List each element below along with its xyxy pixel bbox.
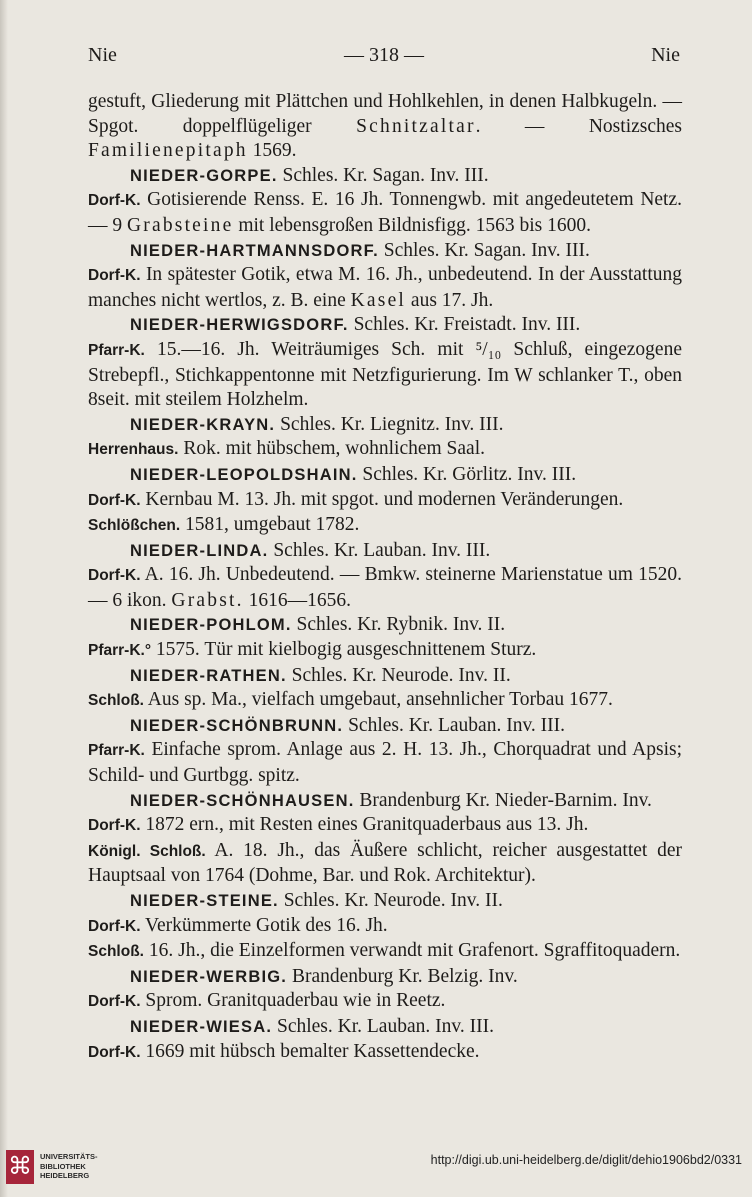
building-label: Königl. Schloß. bbox=[88, 842, 206, 860]
text-run: A. 18. Jh., das Äußere schlicht, reicher ausgestattet der Hauptsaal von 1764 (Dohme, Bar. und Rok. Architektur). bbox=[88, 839, 682, 887]
spaced-term: Schnitzaltar bbox=[356, 115, 476, 137]
building-label: Dorf-K. bbox=[88, 491, 141, 509]
entry-heading bbox=[88, 889, 682, 914]
text-run: 1872 ern., mit Resten eines Granitquaderbaus aus 13. Jh. bbox=[140, 814, 589, 836]
text-run: Rok. mit hübschem, wohnlichem Saal. bbox=[178, 438, 485, 460]
text-run: Schles. Kr. Lauban. Inv. III. bbox=[272, 1015, 494, 1037]
entry-text bbox=[88, 263, 682, 313]
entry-text bbox=[88, 939, 682, 965]
place-name: NIEDER-WIESA. bbox=[130, 1017, 273, 1036]
spaced-term: Grabsteine bbox=[127, 214, 234, 236]
place-name: NIEDER-WERBIG. bbox=[130, 967, 288, 986]
entry-text bbox=[88, 839, 682, 889]
entry-heading bbox=[88, 164, 682, 189]
text-run: 1669 mit hübsch bemalter Kassettendecke. bbox=[140, 1040, 480, 1062]
text-run: Aus sp. Ma., vielfach umgebaut, ansehnlicher Torbau 1677. bbox=[143, 689, 613, 711]
entry-heading bbox=[88, 539, 682, 564]
running-head bbox=[88, 44, 680, 74]
building-label: Dorf-K. bbox=[88, 993, 141, 1011]
text-run: . — Nostizsches bbox=[475, 115, 683, 137]
entry-heading bbox=[88, 714, 682, 739]
place-name: NIEDER-SCHÖNBRUNN. bbox=[130, 716, 344, 735]
building-label: Dorf-K. bbox=[88, 192, 141, 210]
entry-heading bbox=[88, 463, 682, 488]
entry-text bbox=[88, 1040, 682, 1066]
entry-text bbox=[88, 989, 682, 1015]
library-logo bbox=[6, 1150, 166, 1184]
building-label: Pfarr-K.° bbox=[88, 642, 152, 660]
logo-line: HEIDELBERG bbox=[40, 1171, 90, 1180]
spaced-term: Kasel bbox=[350, 289, 407, 311]
place-name: NIEDER-KRAYN. bbox=[130, 415, 276, 434]
text-run: Verkümmerte Gotik des 16. Jh. bbox=[140, 914, 388, 936]
building-label: Schloß. bbox=[88, 692, 144, 710]
text-run: Schles. Kr. Görlitz. Inv. III. bbox=[357, 463, 577, 485]
building-label: Dorf-K. bbox=[88, 817, 141, 835]
entry-text bbox=[88, 813, 682, 839]
place-name: NIEDER-SCHÖNHAUSEN. bbox=[130, 791, 355, 810]
entry-text bbox=[88, 563, 682, 613]
building-label: Dorf-K. bbox=[88, 1043, 141, 1061]
building-label: Pfarr-K. bbox=[88, 341, 145, 359]
building-label: Herrenhaus. bbox=[88, 441, 179, 459]
entry-text bbox=[88, 437, 682, 463]
building-label: Dorf-K. bbox=[88, 267, 141, 285]
text-run: Schles. Kr. Lauban. Inv. III. bbox=[268, 539, 491, 561]
running-head-left: Nie bbox=[88, 44, 117, 66]
place-name: NIEDER-GORPE. bbox=[130, 166, 278, 185]
building-label: Schloß. bbox=[88, 943, 144, 961]
entry-text bbox=[88, 738, 682, 788]
building-label: Dorf-K. bbox=[88, 917, 141, 935]
text-run: Brandenburg Kr. Nieder-Barnim. Inv. bbox=[354, 789, 652, 811]
text-run: gestuft, Gliederung mit Plättchen und Hohlkehlen, in denen Halbkugeln. — Spgot. doppelflügeliger bbox=[88, 91, 682, 137]
text-run: 16. Jh., die Einzelformen verwandt mit Grafenort. Sgraffitoquadern. bbox=[143, 940, 681, 962]
text-run: Schles. Kr. Freistadt. Inv. III. bbox=[348, 314, 581, 336]
entry-text bbox=[88, 338, 682, 413]
text-run: Brandenburg Kr. Belzig. Inv. bbox=[287, 965, 518, 987]
text-run: 1575. Tür mit kielbogig ausgeschnittenem Sturz. bbox=[151, 639, 537, 661]
text-run: Kernbau M. 13. Jh. mit spgot. und modernen Veränderungen. bbox=[140, 488, 624, 510]
entry-text bbox=[88, 513, 682, 539]
text-run: 1569. bbox=[247, 140, 297, 162]
entry-heading bbox=[88, 1015, 682, 1040]
entry-heading bbox=[88, 313, 682, 338]
building-label: Pfarr-K. bbox=[88, 742, 145, 760]
logo-line: BIBLIOTHEK bbox=[40, 1161, 86, 1171]
text-run: Schles. Kr. Sagan. Inv. III. bbox=[277, 164, 489, 186]
spaced-term: Familienepitaph bbox=[88, 140, 248, 162]
text-run: Gotisierende Renss. E. 16 Jh. Tonnengwb. mit angedeutetem Netz. — 9 bbox=[88, 189, 682, 236]
text-run: 1581, umgebaut 1782. bbox=[180, 514, 360, 536]
building-label: Schlößchen. bbox=[88, 517, 181, 535]
logo-line: UNIVERSITÄTS- bbox=[40, 1152, 98, 1161]
text-run: In spätester Gotik, etwa M. 16. Jh., unbedeutend. In der Ausstattung manches nicht wertlos, z. B. eine bbox=[88, 264, 682, 311]
text-run: Schles. Kr. Neurode. Inv. II. bbox=[278, 890, 503, 911]
text-run: Schles. Kr. Rybnik. Inv. II. bbox=[291, 614, 506, 636]
text-run: mit lebensgroßen Bildnisfigg. 1563 bis 1600. bbox=[233, 214, 591, 236]
entry-heading bbox=[88, 613, 682, 638]
spaced-term: Grabst. bbox=[171, 589, 244, 611]
entry-heading bbox=[88, 965, 682, 990]
entry-text bbox=[88, 90, 682, 164]
entry-heading bbox=[88, 413, 682, 438]
text-run: Schles. Kr. Neurode. Inv. II. bbox=[286, 664, 511, 686]
entry-text bbox=[88, 638, 682, 664]
running-head-right: Nie bbox=[651, 44, 680, 66]
entry-list bbox=[88, 90, 682, 1065]
entry-text bbox=[88, 914, 682, 940]
place-name: NIEDER-RATHEN. bbox=[130, 666, 287, 685]
text-run: Schles. Kr. Liegnitz. Inv. III. bbox=[275, 413, 504, 435]
page-edge bbox=[0, 0, 8, 1197]
entry-heading bbox=[88, 239, 682, 264]
logo-wordmark bbox=[40, 1152, 98, 1181]
place-name: NIEDER-POHLOM. bbox=[130, 616, 292, 635]
source-url-link[interactable]: http://digi.ub.uni-heidelberg.de/diglit/dehio1906bd2/0331 bbox=[430, 1153, 742, 1167]
text-run: Schles. Kr. Lauban. Inv. III. bbox=[343, 714, 566, 736]
entry-text bbox=[88, 488, 682, 514]
text-run: 15.—16. Jh. Weiträumiges Sch. mit ⁵/₁₀ Schluß, eingezogene Strebepfl., Stichkappentonne mit Netzfigurierung. Im W schlanker T., oben 8seit. mit steilem Holzhelm. bbox=[88, 338, 682, 411]
page-number: — 318 — bbox=[344, 44, 424, 66]
text-run: 1616—1656. bbox=[243, 589, 351, 611]
text-run: aus 17. Jh. bbox=[406, 289, 494, 311]
entry-heading bbox=[88, 664, 682, 689]
place-name: NIEDER-LINDA. bbox=[130, 541, 269, 560]
entry-text bbox=[88, 688, 682, 714]
building-label: Dorf-K. bbox=[88, 567, 141, 585]
entry-text bbox=[88, 188, 682, 238]
entry-heading bbox=[88, 789, 682, 814]
text-run: A. 16. Jh. Unbedeutend. — Bmkw. steinerne Marienstatue um 1520. — 6 ikon. bbox=[88, 564, 682, 611]
text-run: Sprom. Granitquaderbau wie in Reetz. bbox=[140, 990, 446, 1012]
place-name: NIEDER-STEINE. bbox=[130, 892, 279, 910]
place-name: NIEDER-LEOPOLDSHAIN. bbox=[130, 465, 358, 484]
text-run: Schles. Kr. Sagan. Inv. III. bbox=[378, 239, 590, 261]
text-run: Einfache sprom. Anlage aus 2. H. 13. Jh., Chorquadrat und Apsis; Schild- und Gurtbgg. spitz. bbox=[88, 739, 682, 787]
seal-icon: ⌘ bbox=[6, 1150, 34, 1184]
place-name: NIEDER-HARTMANNSDORF. bbox=[130, 241, 379, 260]
place-name: NIEDER-HERWIGSDORF. bbox=[130, 316, 349, 335]
